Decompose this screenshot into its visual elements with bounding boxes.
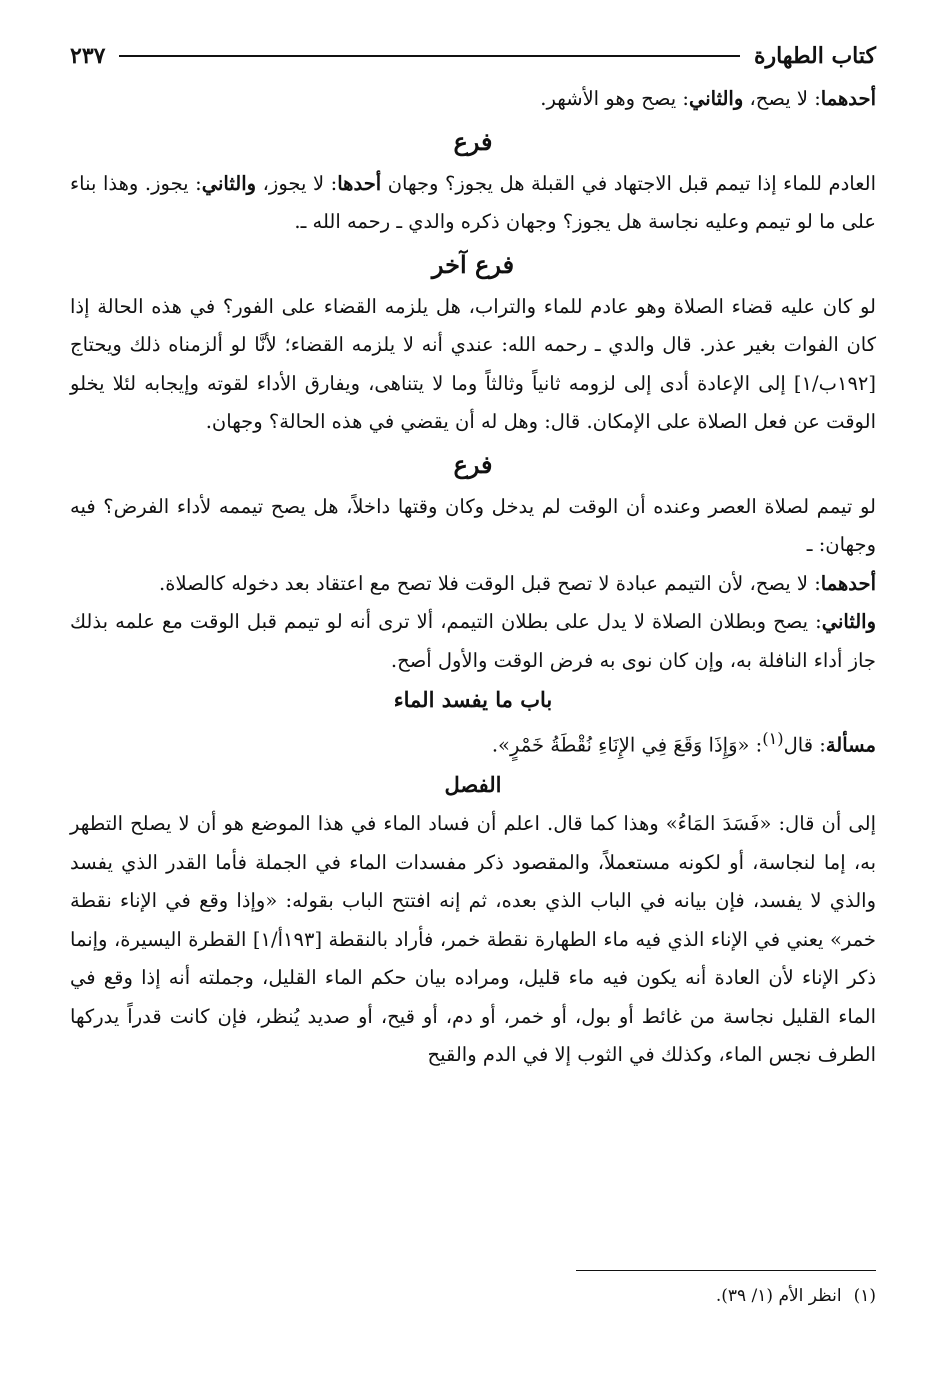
paragraph-text: : يجوز. وهذا بناء على ما لو تيمم وعليه نجاسة هل يجوز؟ وجهان ذكره والدي ـ رحمه الله ـ. [70,171,876,233]
paragraph-text: العادم للماء إذا تيمم قبل الاجتهاد في القبلة هل يجوز؟ وجهان [381,171,876,195]
bold-term: والثاني [821,610,876,633]
paragraph-text: : لا يصح، [743,87,821,110]
bold-term: أحدها [337,171,382,195]
bold-term: مسألة [825,733,876,757]
bold-term: والثاني [688,87,744,110]
section-heading: فرع [453,126,493,156]
section-heading: فرع آخر [431,249,515,279]
paragraph [70,603,876,680]
section-heading: الفصل [444,772,502,797]
book-title: كتاب الطهارة [753,43,876,69]
paragraph [70,565,876,604]
page-body [70,80,876,1075]
paragraph: لو تيمم لصلاة العصر وعنده أن الوقت لم يدخل وكان وقتها داخلاً، هل يصح تيممه لأداء الفرض؟ فيه وجهان: ـ [70,494,876,556]
bold-term: أحدهما [820,571,876,595]
page-number: ٢٣٧ [70,43,106,69]
footnote-text: انظر الأم (١/ ٣٩). [715,1286,842,1306]
bold-term: أحدهما [820,87,876,110]
page-header [70,34,876,78]
section-heading: فرع [453,449,493,479]
paragraph: إلى أن قال: «فَسَدَ المَاءُ» وهذا كما قال. اعلم أن فساد الماء في هذا الموضع هو أن لا يصلح التطهر به، إما لنجاسة، أو لكونه مستعملاً، والمقصود ذكر مفسدات الماء في الجملة فأما القدر الذي يفسد والذي لا يفسد، فإن بيانه في الباب الذي بعده، ثم إنه افتتح الباب بقوله: «وإذا وقع في الإناء نقطة خمر» يعني في الإناء الذي فيه ماء الطهارة نقطة خمر، فأراد بالنقطة [١٩٣أ/١] القطرة اليسيرة، وإنما ذكر الإناء لأن العادة أنه يكون فيه ماء قليل، ومراده بيان حكم الماء القليل، وجملته أنه إذا وقع في الماء القليل نجاسة من غائط أو بول، أو خمر، أو دم، أو قيح، أو صديد يُنظر، فإن كانت قدراً يدركها الطرف نجس الماء، وكذلك في الثوب إلا في الدم والقيح [70,812,876,1066]
footnote-rule [576,1270,876,1271]
paragraph-text: : «وَإِذَا وَقَعَ فِي الإِنَاءِ نُقْطَةُ خَمْرٍ». [491,733,763,757]
header-rule [119,55,740,57]
footnote-mark: (١) [853,1286,876,1306]
paragraph-text: : يصح وبطلان الصلاة لا يدل على بطلان التيمم، ألا ترى أنه لو تيمم قبل الوقت مع علمه بذلك جاز أداء النافلة به، وإن كان نوى به فرض الوقت والأول أصح. [70,610,876,672]
footnote [70,1282,876,1310]
bold-term: والثاني [201,171,257,195]
footnote-ref[interactable]: (١) [762,729,784,748]
paragraph [70,720,876,765]
paragraph [70,80,876,119]
chapter-heading: باب ما يفسد الماء [393,687,553,712]
paragraph-text: : قال [783,733,826,757]
paragraph-text: : يصح وهو الأشهر. [540,87,689,110]
paragraph-text: : لا يصح، لأن التيمم عبادة لا تصح قبل الوقت فلا تصح مع اعتقاد بعد دخوله كالصلاة. [159,571,821,595]
paragraph: لو كان عليه قضاء الصلاة وهو عادم للماء والتراب، هل يلزمه القضاء على الفور؟ في هذه الحالة إذا كان الفوات بغير عذر. قال والدي ـ رحمه الله: عندي أنه لا يلزمه القضاء؛ لأنَّا لو ألزمناه ذلك ويحتاج [١٩٢ب/١] إلى الإعادة أدى إلى لزومه ثانياً وثالثاً وما لا يتناهى، ويفارق الأداء لقوته وإيجابه لئلا يخلو الوقت عن فعل الصلاة على الإمكان. قال: وهل له أن يقضي في هذه الحالة؟ وجهان. [70,294,876,433]
paragraph [70,165,876,242]
paragraph-text: : لا يجوز، [256,171,338,195]
